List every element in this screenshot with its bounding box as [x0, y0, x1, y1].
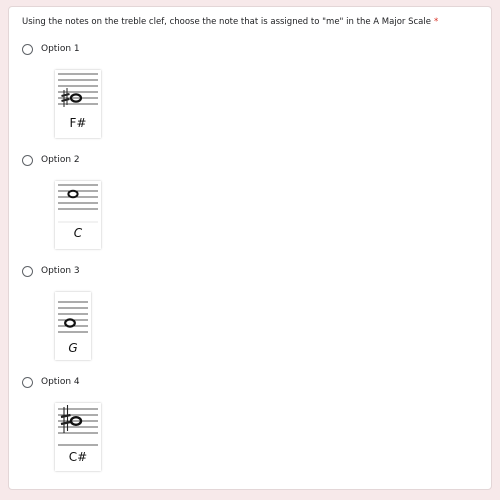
option-2-label: Option 2: [41, 155, 80, 165]
option-1-note-image: [55, 70, 101, 138]
option-2-note-image: [55, 181, 101, 249]
option-4-note-image: [55, 403, 101, 471]
option-4-radio[interactable]: [22, 377, 33, 388]
option-2-note-name: C: [73, 226, 83, 240]
option-3-label: Option 3: [41, 266, 80, 276]
question-text: Using the notes on the treble clef, choose the note that is assigned to "me" in the A Major Scale: [22, 17, 431, 27]
option-3-note-image: [55, 292, 91, 360]
whole-note: [65, 319, 75, 326]
option-3-radio[interactable]: [22, 266, 33, 277]
option-1-label: Option 1: [41, 44, 80, 54]
option-1[interactable]: [22, 41, 80, 57]
option-3-note-name: G: [68, 341, 78, 355]
required-marker: *: [433, 17, 439, 27]
option-2-radio[interactable]: [22, 155, 33, 166]
option-3[interactable]: [22, 263, 80, 279]
question-title: [22, 17, 482, 27]
option-2[interactable]: [22, 152, 80, 168]
question-card: [8, 6, 492, 490]
option-1-note-name: F#: [69, 116, 87, 130]
option-4-label: Option 4: [41, 377, 80, 387]
option-4-note-name: C#: [68, 450, 88, 464]
option-4[interactable]: [22, 374, 80, 390]
option-1-radio[interactable]: [22, 44, 33, 55]
whole-note: [68, 191, 77, 197]
